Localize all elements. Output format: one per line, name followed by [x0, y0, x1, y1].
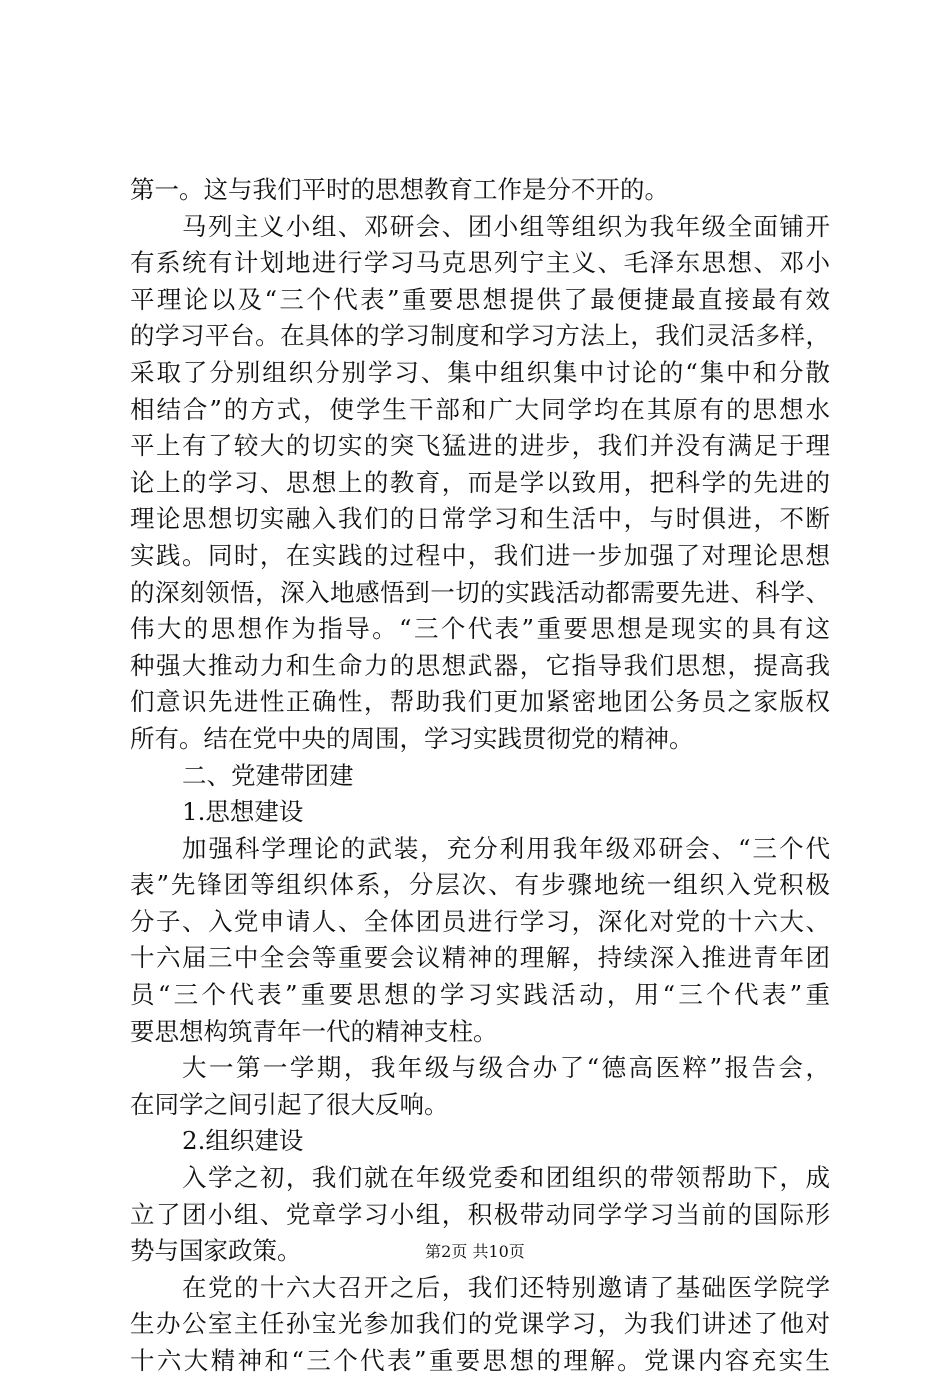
text-line: 的深刻领悟，深入地感悟到一切的实践活动都需要先进、科学、 — [130, 577, 830, 607]
text-line: 伟大的思想作为指导。“三个代表”重要思想是现实的具有这 — [130, 614, 830, 644]
text-line: 第一。这与我们平时的思想教育工作是分不开的。 — [130, 175, 669, 204]
text-line: 在党的十六大召开之后，我们还特别邀请了基础医学院学 — [182, 1272, 830, 1302]
text-line: 生办公室主任孙宝光参加我们的党课学习，为我们讲述了他对 — [130, 1309, 830, 1339]
text-line: 们意识先进性正确性，帮助我们更加紧密地团公务员之家版权 — [130, 687, 830, 717]
text-line: 立了团小组、党章学习小组，积极带动同学学习当前的国际形 — [130, 1199, 830, 1229]
text-line: 1.思想建设 — [182, 797, 304, 827]
text-line: 在同学之间引起了很大反响。 — [130, 1089, 449, 1119]
text-line: 2.组织建设 — [182, 1126, 304, 1156]
page-footer: 第2页 共10页 — [425, 1242, 525, 1261]
text-line: 表”先锋团等组织体系，分层次、有步骤地统一组织入党积极 — [130, 870, 830, 900]
text-line: 二、党建带团建 — [182, 760, 354, 790]
text-line: 平上有了较大的切实的突飞猛进的进步，我们并没有满足于理 — [130, 431, 830, 461]
text-line: 势与国家政策。 — [130, 1236, 302, 1266]
text-line: 员“三个代表”重要思想的学习实践活动，用“三个代表”重 — [130, 980, 830, 1010]
text-line: 马列主义小组、邓研会、团小组等组织为我年级全面铺开 — [182, 211, 830, 241]
text-line: 实践。同时，在实践的过程中，我们进一步加强了对理论思想 — [130, 540, 830, 570]
text-line: 所有。结在党中央的周围，学习实践贯彻党的精神。 — [130, 723, 694, 753]
text-line: 大一第一学期，我年级与级合办了“德高医粹”报告会， — [182, 1053, 830, 1083]
text-line: 要思想构筑青年一代的精神支柱。 — [130, 1016, 498, 1046]
text-line: 采取了分别组织分别学习、集中组织集中讨论的“集中和分散 — [130, 357, 830, 387]
text-line: 加强科学理论的武装，充分利用我年级邓研会、“三个代 — [182, 833, 830, 863]
document-body — [130, 172, 830, 1380]
text-line: 十六大精神和“三个代表”重要思想的理解。党课内容充实生 — [130, 1346, 830, 1375]
text-line: 的学习平台。在具体的学习制度和学习方法上，我们灵活多样， — [130, 321, 830, 351]
text-line: 相结合”的方式，使学生干部和广大同学均在其原有的思想水 — [130, 394, 830, 424]
text-line: 种强大推动力和生命力的思想武器，它指导我们思想，提高我 — [130, 650, 830, 680]
text-line: 入学之初，我们就在年级党委和团组织的带领帮助下，成 — [182, 1163, 830, 1193]
text-line: 有系统有计划地进行学习马克思列宁主义、毛泽东思想、邓小 — [130, 248, 830, 278]
text-line: 平理论以及“三个代表”重要思想提供了最便捷最直接最有效 — [130, 284, 830, 314]
text-line: 十六届三中全会等重要会议精神的理解，持续深入推进青年团 — [130, 943, 830, 973]
text-line: 论上的学习、思想上的教育，而是学以致用，把科学的先进的 — [130, 467, 830, 497]
text-line: 理论思想切实融入我们的日常学习和生活中，与时俱进，不断 — [130, 504, 830, 534]
text-line: 分子、入党申请人、全体团员进行学习，深化对党的十六大、 — [130, 906, 830, 936]
